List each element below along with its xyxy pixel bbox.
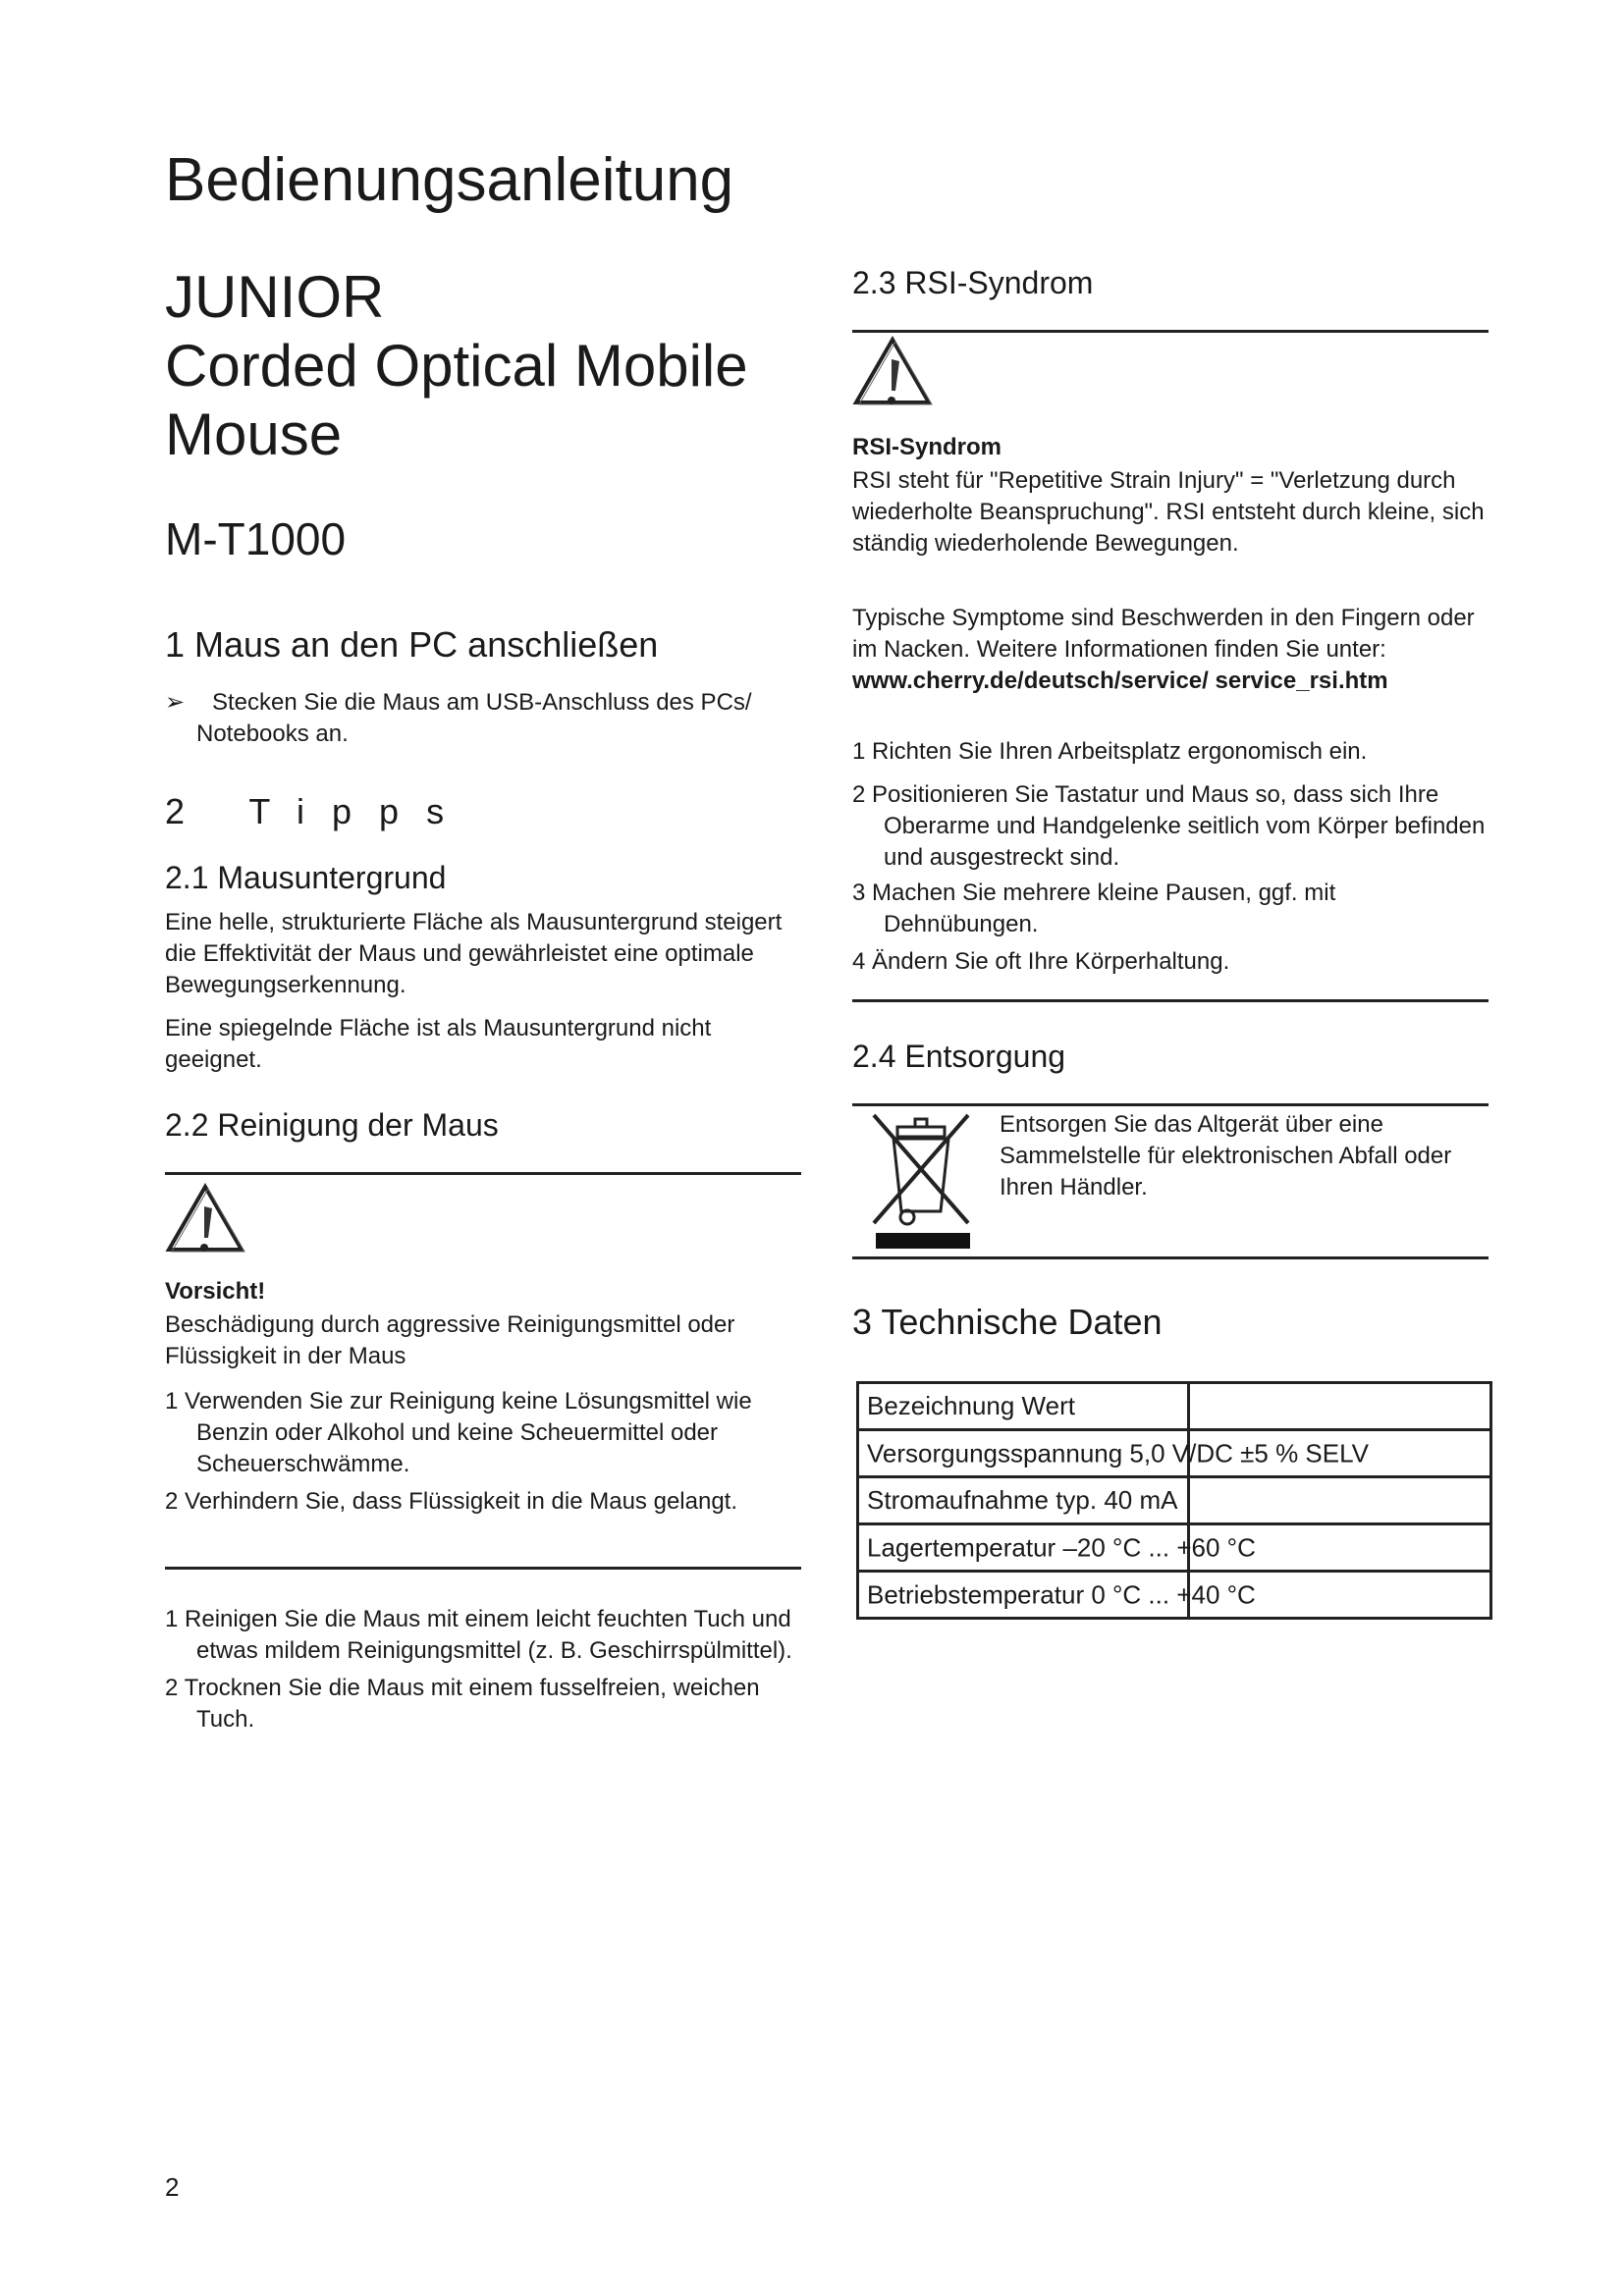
cleaning-steps-list <box>165 1604 793 1735</box>
warning-list <box>165 1386 793 1518</box>
section1-bullet-item <box>165 687 823 750</box>
table-cell <box>858 1572 1256 1619</box>
section22-heading: 2.2 Reinigung der Maus <box>165 1107 499 1143</box>
product-name-line3: Mouse <box>165 401 343 467</box>
document-title: Bedienungsanleitung <box>165 146 734 214</box>
table-cell <box>1189 1477 1491 1524</box>
table-row <box>858 1477 1491 1524</box>
table-cell: Bezeichnung Wert <box>858 1383 1189 1430</box>
model-number: M-T1000 <box>165 513 347 564</box>
section3-heading: 3 Technische Daten <box>852 1302 1163 1342</box>
table-cell <box>1189 1383 1491 1430</box>
warning-title: Vorsicht! <box>165 1278 266 1305</box>
table-row <box>858 1430 1491 1477</box>
warning-triangle-icon <box>852 336 933 408</box>
section2-heading: 2 Tipps <box>165 791 472 831</box>
list-item: 2 Positionieren Sie Tastatur und Maus so, dass sich Ihre Oberarme und Handgelenke seitlich vom Körper befinden und ausgestreckt sind. <box>852 781 1486 871</box>
table-row <box>858 1572 1491 1619</box>
crossed-out-bin-icon <box>864 1109 982 1253</box>
list-item: 2 Trocknen Sie die Maus mit einem fusselfreien, weichen Tuch. <box>165 1675 760 1733</box>
section24-heading: 2.4 Entsorgung <box>852 1039 1066 1074</box>
table-cell: Stromaufnahme typ. 40 mA <box>858 1477 1189 1524</box>
section1-heading: 1 Maus an den PC anschließen <box>165 624 659 665</box>
divider <box>852 1103 1489 1106</box>
table-cell-text: Lagertemperatur –20 °C ... +60 °C <box>867 1532 1256 1562</box>
list-item: 2 Verhindern Sie, dass Flüssigkeit in die Maus gelangt. <box>165 1488 737 1515</box>
section1-bullet-text: Stecken Sie die Maus am USB-Anschluss des PCs/ Notebooks an. <box>196 689 752 747</box>
table-row <box>858 1383 1491 1430</box>
section21-heading: 2.1 Mausuntergrund <box>165 860 447 895</box>
arrow-bullet-icon: ➢ <box>165 689 186 716</box>
divider <box>165 1172 801 1175</box>
rsi-list <box>852 736 1490 978</box>
page-number: 2 <box>165 2172 180 2202</box>
list-item: 1 Richten Sie Ihren Arbeitsplatz ergonomisch ein. <box>852 738 1368 765</box>
divider <box>852 330 1489 333</box>
rsi-info-link[interactable]: www.cherry.de/deutsch/service/ service_rsi.htm <box>852 667 1388 694</box>
table-row <box>858 1524 1491 1572</box>
list-item: 3 Machen Sie mehrere kleine Pausen, ggf. mit Dehnübungen. <box>852 880 1336 937</box>
list-item: 4 Ändern Sie oft Ihre Körperhaltung. <box>852 948 1230 975</box>
section21-paragraph1: Eine helle, strukturierte Fläche als Mausuntergrund steigert die Effektivität der Maus und gewährleistet eine optimale Bewegungserkennung. <box>165 909 783 998</box>
divider <box>852 999 1489 1002</box>
divider <box>165 1567 801 1570</box>
disposal-text: Entsorgen Sie das Altgerät über eine Sammelstelle für elektronischen Abfall oder Ihren Händler. <box>1000 1111 1452 1201</box>
list-item: 1 Verwenden Sie zur Reinigung keine Lösungsmittel wie Benzin oder Alkohol und keine Scheuermittel oder Scheuerschwämme. <box>165 1388 752 1477</box>
product-name <box>165 263 748 469</box>
table-cell <box>858 1524 1256 1572</box>
technical-data-table <box>856 1381 1492 1620</box>
warning-text: Beschädigung durch aggressive Reinigungsmittel oder Flüssigkeit in der Maus <box>165 1311 735 1369</box>
rsi-paragraph2-text: Typische Symptome sind Beschwerden in den Fingern oder im Nacken. Weitere Informationen finden Sie unter: <box>852 605 1475 663</box>
section23-heading: 2.3 RSI-Syndrom <box>852 265 1094 300</box>
divider <box>852 1256 1489 1259</box>
table-cell-text: Betriebstemperatur 0 °C ... +40 °C <box>867 1579 1256 1609</box>
product-name-line1: JUNIOR <box>165 264 385 330</box>
table-cell-text: Versorgungsspannung 5,0 V/DC ±5 % SELV <box>867 1438 1369 1468</box>
rsi-title: RSI-Syndrom <box>852 434 1002 460</box>
rsi-paragraph1: RSI steht für "Repetitive Strain Injury" = "Verletzung durch wiederholte Beanspruchung". RSI entsteht durch kleine, sich ständig wiederholende Bewegungen. <box>852 467 1485 557</box>
warning-triangle-icon <box>165 1183 245 1255</box>
section21-paragraph2: Eine spiegelnde Fläche ist als Mausuntergrund nicht geeignet. <box>165 1015 712 1073</box>
list-item: 1 Reinigen Sie die Maus mit einem leicht feuchten Tuch und etwas mildem Reinigungsmittel (z. B. Geschirrspülmittel). <box>165 1606 792 1664</box>
product-name-line2: Corded Optical Mobile <box>165 333 748 399</box>
table-cell <box>858 1430 1369 1477</box>
rsi-paragraph2 <box>852 603 1490 697</box>
